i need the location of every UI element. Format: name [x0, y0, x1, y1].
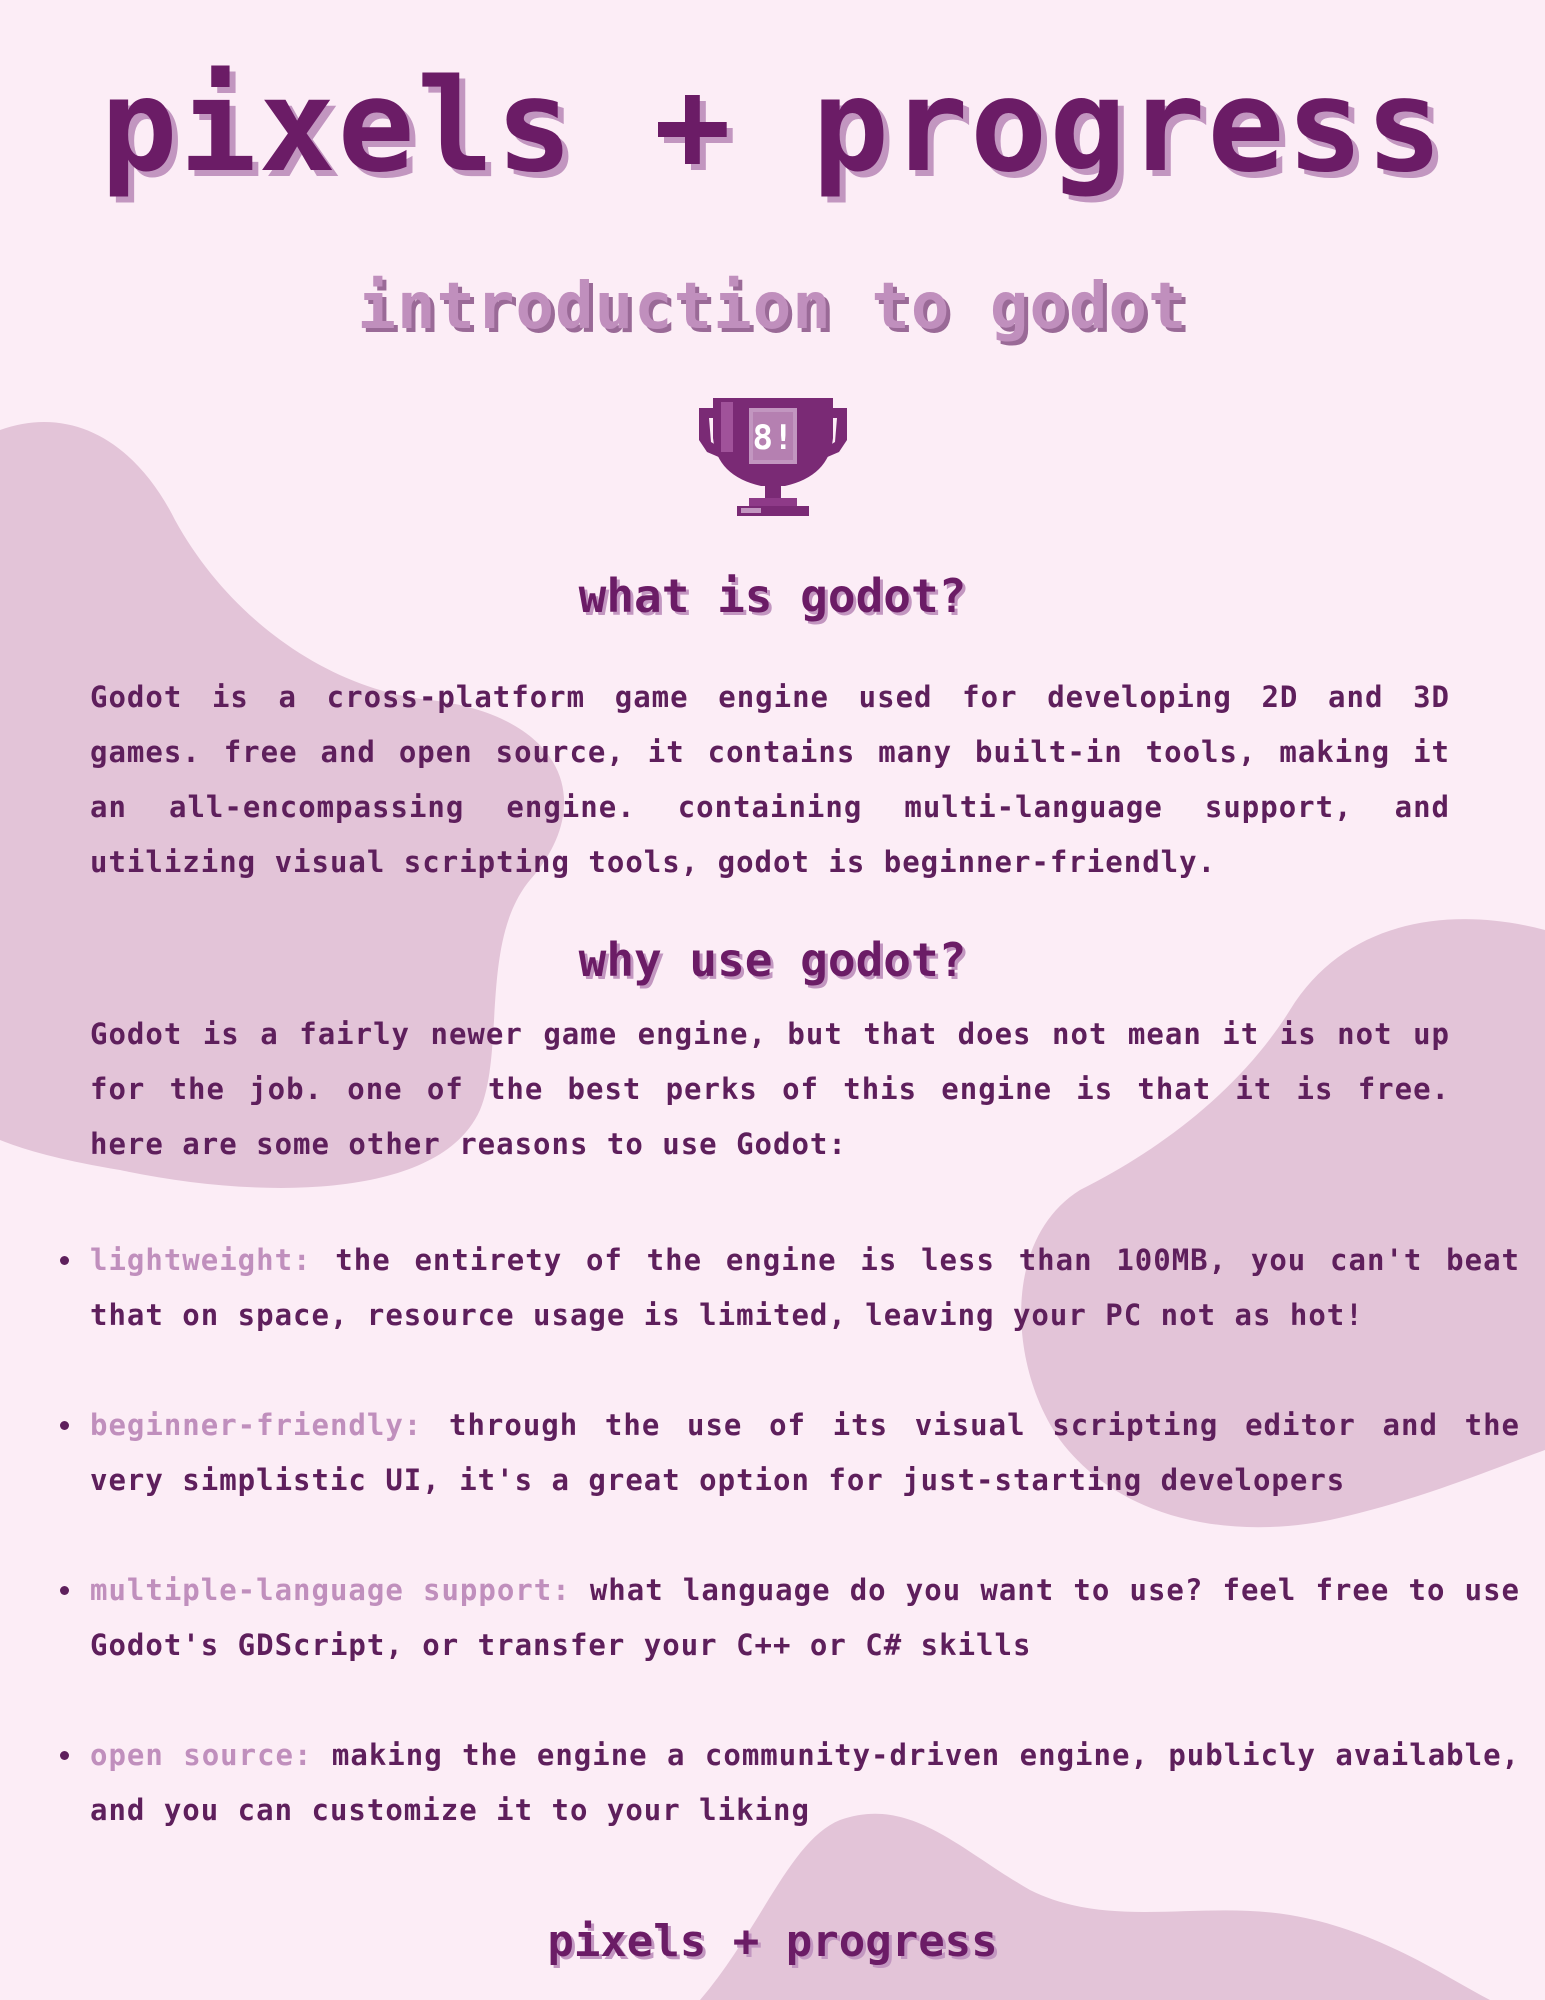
reason-key: multiple-language support:	[90, 1573, 571, 1607]
paragraph-what-is-godot: Godot is a cross-platform game engine used for developing 2D and 3D games. free and open source, it contains many built-in tools, making it an all-encompassing engine. containing multi-language support, and utilizing visual scripting tools, godot is beginner-friendly.	[90, 680, 1450, 879]
bullet-dot	[60, 1421, 69, 1430]
heading-why-use-godot: why use godot?	[578, 933, 967, 987]
list-item	[60, 1233, 1520, 1343]
reason-key: open source:	[90, 1738, 313, 1772]
list-item	[60, 1563, 1520, 1673]
bullet-dot	[60, 1586, 69, 1595]
bullet-dot	[60, 1751, 69, 1760]
bullet-dot	[60, 1256, 69, 1265]
reason-key: beginner-friendly:	[90, 1408, 423, 1442]
reason-text: the entirety of the engine is less than 100MB, you can't beat that on space, resource usage is limited, leaving your PC not as hot!	[90, 1243, 1520, 1332]
reason-key: lightweight:	[90, 1243, 312, 1277]
reason-text: through the use of its visual scripting editor and the very simplistic UI, it's a great option for just-starting developers	[90, 1408, 1520, 1497]
list-item	[60, 1398, 1520, 1508]
page-subtitle: introduction to godot	[357, 270, 1188, 344]
paragraph-why-use-godot: Godot is a fairly newer game engine, but that does not mean it is not up for the job. one of the best perks of this engine is that it is free. here are some other reasons to use Godot:	[90, 1017, 1450, 1161]
list-item	[60, 1728, 1520, 1838]
trophy-icon	[693, 394, 853, 519]
reason-text: what language do you want to use? feel free to use Godot's GDScript, or transfer your C++ or C# skills	[90, 1573, 1520, 1662]
footer-brand: pixels + progress	[547, 1916, 998, 1967]
reason-text: making the engine a community-driven engine, publicly available, and you can customize it to your liking	[90, 1738, 1521, 1827]
trophy-label: 8!	[752, 418, 794, 458]
reasons-list	[60, 1233, 1520, 1893]
heading-what-is-godot: what is godot?	[578, 569, 967, 623]
page-title: pixels + progress	[100, 52, 1445, 201]
